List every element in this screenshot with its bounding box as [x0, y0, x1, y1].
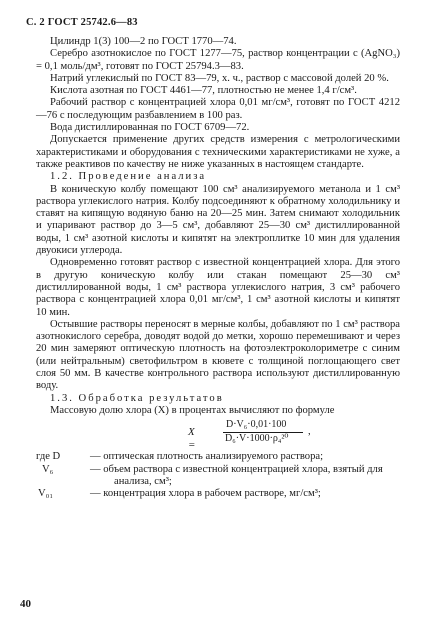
definition-term: V₆ [42, 463, 54, 475]
formula-lhs: X = [188, 426, 196, 451]
definition-text: — концентрация хлора в рабочем растворе, мг/см³; [90, 488, 321, 500]
definition-text: — оптическая плотность анализируемого раствора; [90, 451, 324, 463]
paragraph: Рабочий раствор с концентрацией хлора 0,01 мг/см³, готовят по ГОСТ 4212—76 с последующим разбавлением в 100 раз. [36, 97, 400, 121]
page-header: С. 2 ГОСТ 25742.6—83 [26, 17, 138, 28]
paragraph: Кислота азотная по ГОСТ 4461—77, плотностью не менее 1,4 г/см³. [50, 85, 357, 97]
definition-item [36, 451, 400, 463]
section-heading: 1.3. Обработка результатов [50, 392, 224, 404]
formula-denominator: D₆·V·1000·ρ₄²⁰ [225, 433, 289, 445]
paragraph: Натрий углекислый по ГОСТ 83—79, х. ч., раствор с массовой долей 20 %. [50, 72, 389, 84]
paragraph: Допускается применение других средств измерения с метрологическими характеристиками и оборудования с техническими характеристиками не хуже, а также реактивов по качеству не ниже указанных в настоящем стандарте. [36, 134, 400, 170]
definition-term: где D [36, 451, 61, 463]
paragraph: Цилиндр 1(3) 100—2 по ГОСТ 1770—74. [50, 36, 237, 47]
formula-intro: Массовую долю хлора (X) в процентах вычисляют по формуле [50, 404, 335, 416]
paragraph: Вода дистиллированная по ГОСТ 6709—72. [50, 122, 250, 134]
page-number: 40 [20, 598, 31, 610]
definition-text: — объем раствора с известной концентрацией хлора, взятый для анализа, см³; [90, 463, 383, 487]
paragraph: Остывшие растворы переносят в мерные колбы, добавляют по 1 см³ раствора азотнокислого серебра, доводят водой до метки, хорошо перемешивают и через 20 мин замеряют оптическую плотность на фотоэлектроколориметре с синим (или нейтральным) светофильтром в кювете с толщиной поглощающего свет слоя 50 мм. В качестве контрольного раствора используют дистиллированную воду. [36, 318, 400, 392]
paragraph: Одновременно готовят раствор с известной концентрацией хлора. Для этого в другую коническую колбу или стакан помещают 25—30 см³ дистиллированной воды, 1 см³ раствора углекислого натрия, 3 см³ рабочего раствора с концентрацией хлора 0,01 мг/см³, 1 см³ азотной кислоты и кипятят 10 мин. [36, 257, 400, 318]
document-body [36, 36, 400, 500]
formula [36, 417, 400, 451]
formula-numerator: D·V₆·0,01·100 [226, 419, 287, 431]
formula-suffix: , [308, 426, 311, 438]
paragraph: Серебро азотнокислое по ГОСТ 1277—75, раствор концентрации с (AgNO₃) = 0,1 моль/дм³, готовят по ГОСТ 25794.3—83. [36, 48, 400, 72]
definition-item [36, 464, 400, 489]
paragraph: В коническую колбу помещают 100 см³ анализируемого метанола и 1 см³ раствора углекислого натрия. Колбу подсоединяют к обратному холодильнику и ставят на кипящую водяную баню на 20—25 мин. Затем снимают холодильник и упаривают раствор до 3—5 см³, добавляют 25—30 см³ дистиллированной воды, 1 см³ азотной кислоты и кипятят на электроплитке 10 мин для удаления двуокиси углерода. [36, 183, 400, 257]
definition-term: V₀₁ [38, 488, 54, 500]
definition-item [36, 488, 400, 500]
section-heading: 1.2. Проведение анализа [50, 171, 207, 183]
